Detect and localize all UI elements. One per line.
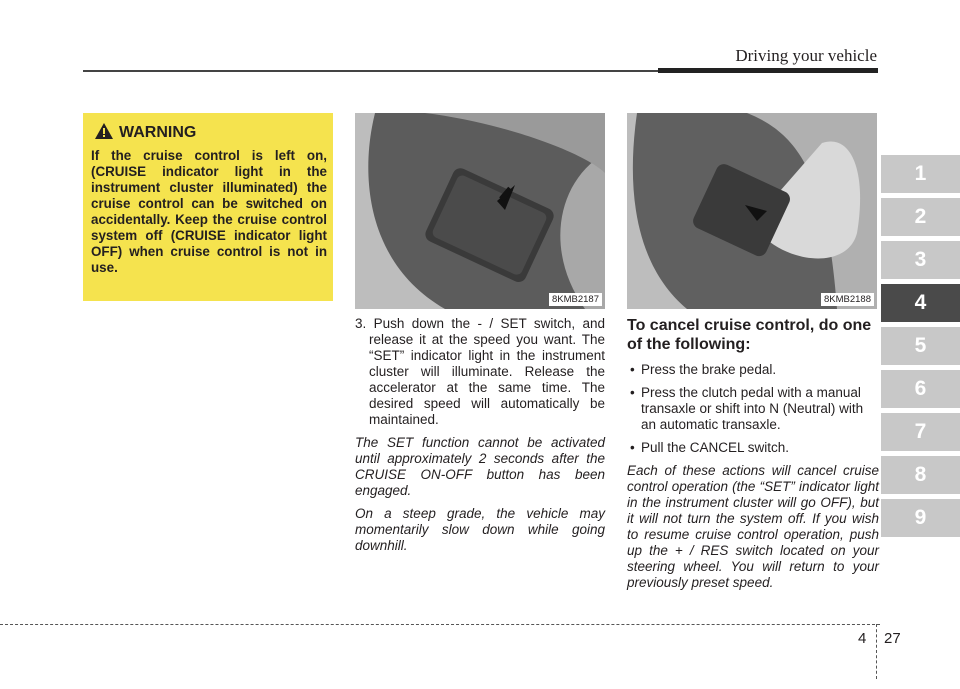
header-rule-accent (658, 68, 878, 73)
warning-text: If the cruise control is left on, (CRUISE indicator light in the instrument cluster illuminated) the cruise control can be switched on accidentally. Keep the cruise control system off (CRUISE indicator light OFF) when cruise control is not in use. (91, 148, 327, 275)
chapter-tab-7[interactable]: 7 (881, 413, 960, 451)
chapter-tab-3[interactable]: 3 (881, 241, 960, 279)
photo-set-switch (355, 113, 605, 309)
warning-heading (95, 123, 196, 144)
chapter-tab-1[interactable]: 1 (881, 155, 960, 193)
cancel-bullet-brake: • Press the brake pedal. (627, 362, 879, 378)
step-3-text: 3. Push down the - / SET switch, and release it at the speed you want. The “SET” indicator light in the instrument cluster will illuminate. Release the accelerator at the same time. The desired speed will automatically be maintained. (355, 316, 605, 427)
cancel-heading: To cancel cruise control, do one of the following: (627, 317, 872, 353)
chapter-tab-2[interactable]: 2 (881, 198, 960, 236)
footer-rule (0, 624, 880, 625)
photo-code-2: 8KMB2188 (821, 293, 874, 306)
header-title: Driving your vehicle (735, 46, 877, 65)
instruction-column-2 (355, 316, 605, 561)
cancel-bullet-clutch: • Press the clutch pedal with a manual transaxle or shift into N (Neutral) with an automatic transaxle. (627, 385, 879, 433)
photo-cancel-switch (627, 113, 877, 309)
warning-box (83, 113, 333, 301)
chapter-tab-9[interactable]: 9 (881, 499, 960, 537)
note-steep-grade: On a steep grade, the vehicle may momentarily slow down while going downhill. (355, 506, 605, 553)
photo-code-1: 8KMB2187 (549, 293, 602, 306)
chapter-tab-8[interactable]: 8 (881, 456, 960, 494)
chapter-tab-4[interactable]: 4 (881, 284, 960, 322)
chapter-tab-5[interactable]: 5 (881, 327, 960, 365)
note-resume: Each of these actions will cancel cruise control operation (the “SET” indicator light in the instrument cluster will go OFF), but it will not turn the system off. If you wish to resume cruise control operation, push up the + / RES switch located on your steering wheel. You will return to your previously preset speed. (627, 463, 879, 590)
chapter-tabs (881, 155, 960, 542)
chapter-tab-6[interactable]: 6 (881, 370, 960, 408)
warning-heading-text: WARNING (119, 124, 197, 141)
cancel-bullet-switch: • Pull the CANCEL switch. (627, 440, 879, 456)
page-chapter-number: 4 (858, 630, 867, 647)
page-number: 27 (884, 630, 901, 647)
instruction-column-3 (627, 316, 879, 598)
footer-divider (876, 624, 877, 679)
note-set-function: The SET function cannot be activated until approximately 2 seconds after the CRUISE ON-OFF button has been engaged. (355, 435, 605, 498)
warning-triangle-icon (95, 123, 113, 144)
